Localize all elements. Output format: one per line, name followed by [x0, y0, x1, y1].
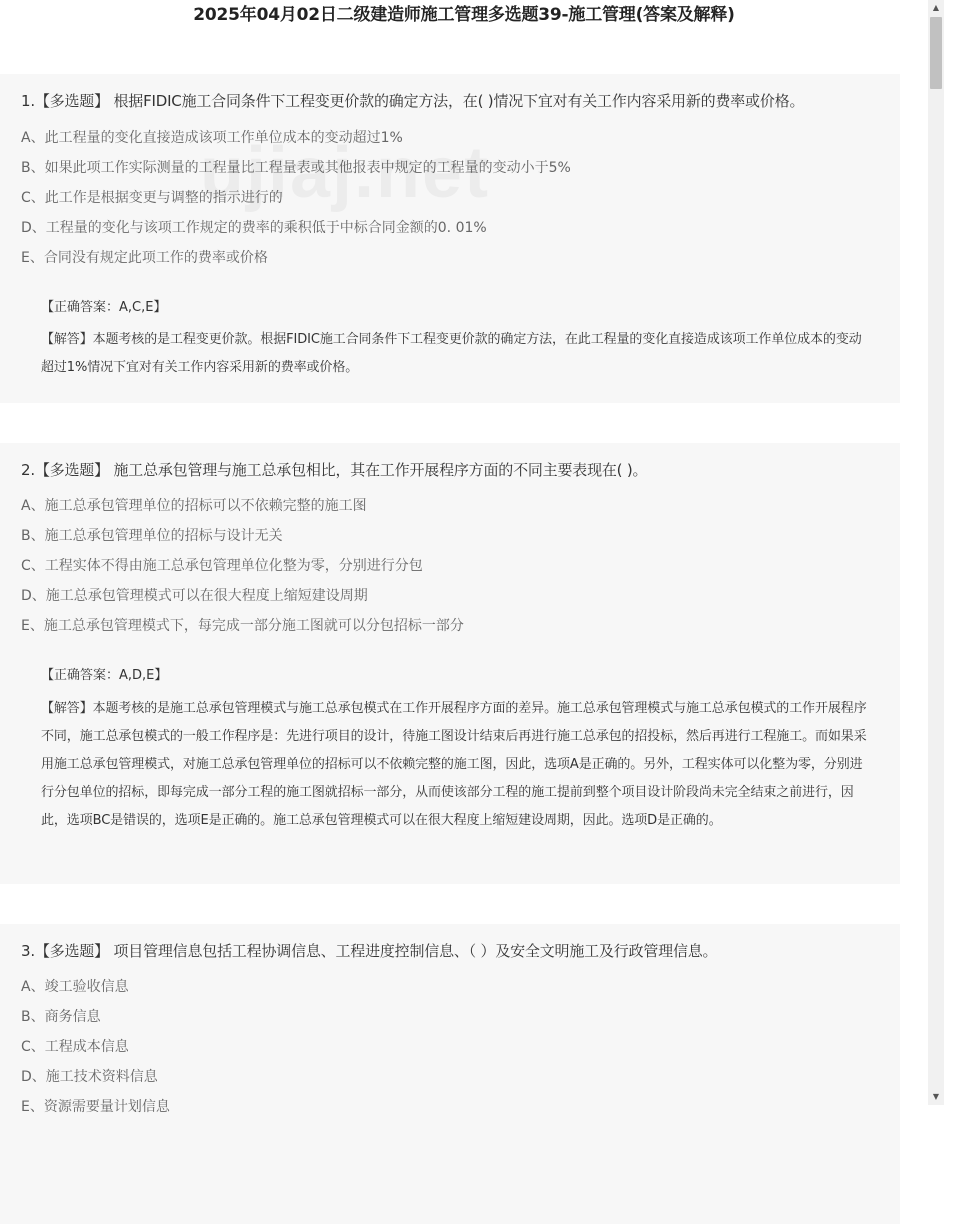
- correct-answer: 【正确答案：A,C,E】: [41, 300, 167, 315]
- question-title: 1.【多选题】 根据FIDIC施工合同条件下工程变更价款的确定方法，在( )情况下宜对有关工作内容采用新的费率或价格。: [21, 92, 805, 110]
- question-card-2: [0, 443, 900, 884]
- vertical-scrollbar[interactable]: [928, 0, 944, 1105]
- question-title: 2.【多选题】 施工总承包管理与施工总承包相比，其在工作开展程序方面的不同主要表现在( )。: [21, 461, 648, 479]
- scroll-down-icon[interactable]: ▼: [932, 1092, 940, 1101]
- option-d: D、工程量的变化与该项工作规定的费率的乘积低于中标合同金额的0. 01%: [21, 220, 487, 236]
- scroll-thumb[interactable]: [930, 17, 942, 89]
- question-title: 3.【多选题】 项目管理信息包括工程协调信息、工程进度控制信息、（ ）及安全文明施工及行政管理信息。: [21, 942, 718, 960]
- option-a: A、施工总承包管理单位的招标可以不依赖完整的施工图: [21, 498, 367, 514]
- option-a: A、此工程量的变化直接造成该项工作单位成本的变动超过1%: [21, 130, 403, 146]
- option-e: E、合同没有规定此项工作的费率或价格: [21, 250, 268, 266]
- scroll-up-icon[interactable]: ▲: [932, 3, 940, 12]
- option-e: E、施工总承包管理模式下，每完成一部分施工图就可以分包招标一部分: [21, 618, 464, 634]
- option-a: A、竣工验收信息: [21, 979, 129, 995]
- option-d: D、施工技术资料信息: [21, 1069, 158, 1085]
- option-c: C、工程实体不得由施工总承包管理单位化整为零，分别进行分包: [21, 558, 423, 574]
- question-card-3: [0, 924, 900, 1224]
- option-e: E、资源需要量计划信息: [21, 1099, 170, 1115]
- option-b: B、如果此项工作实际测量的工程量比工程量表或其他报表中规定的工程量的变动小于5%: [21, 160, 571, 176]
- option-c: C、工程成本信息: [21, 1039, 129, 1055]
- option-d: D、施工总承包管理模式可以在很大程度上缩短建设周期: [21, 588, 368, 604]
- option-c: C、此工作是根据变更与调整的指示进行的: [21, 190, 283, 206]
- explanation: 【解答】本题考核的是工程变更价款。根据FIDIC施工合同条件下工程变更价款的确定方法，在此工程量的变化直接造成该项工作单位成本的变动超过1%情况下宜对有关工作内容采用新的费率或价格。: [41, 332, 862, 375]
- option-b: B、施工总承包管理单位的招标与设计无关: [21, 528, 283, 544]
- correct-answer: 【正确答案：A,D,E】: [41, 668, 168, 683]
- option-b: B、商务信息: [21, 1009, 101, 1025]
- page-title: 2025年04月02日二级建造师施工管理多选题39-施工管理(答案及解释): [193, 5, 735, 25]
- question-card-1: [0, 74, 900, 403]
- explanation: 【解答】本题考核的是施工总承包管理模式与施工总承包模式在工作开展程序方面的差异。施工总承包管理模式与施工总承包模式的工作开展程序不同，施工总承包模式的一般工作程序是：先进行项目的设计，待施工图设计结束后再进行施工总承包的招投标，然后再进行工程施工。而如果采用施工总承包管理模式，对施工总承包管理单位的招标可以不依赖完整的施工图，因此，选项A是正确的。另外，工程实体可以化整为零，分别进行分包单位的招标，即每完成一部分工程的施工图就招标一部分，从而使该部分工程的施工提前到整个项目设计阶段尚未完全结束之前进行，因此，选项BC是错误的，选项E是正确的。施工总承包管理模式可以在很大程度上缩短建设周期，因此。选项D是正确的。: [41, 701, 867, 828]
